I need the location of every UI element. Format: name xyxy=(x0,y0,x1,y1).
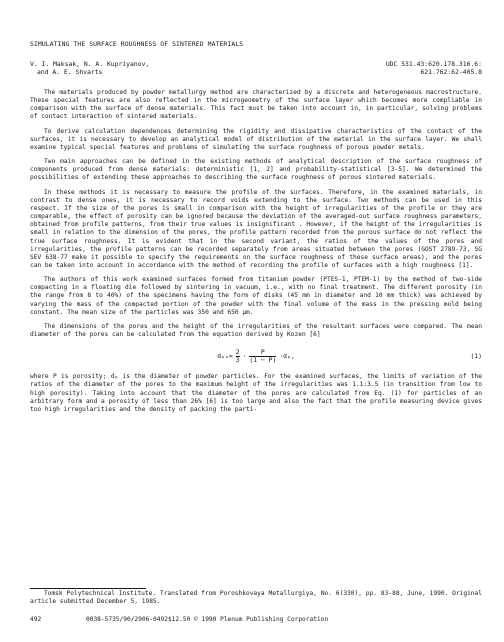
footnote-divider xyxy=(30,588,146,589)
equation-coefficient xyxy=(236,349,240,364)
udc-line: 621.762:62-405.8 xyxy=(420,68,482,76)
paragraph: where P is porosity; dₚ is the diameter of powder particles. For the examined surfaces, the limits of variation of the ratios of the diameter of the pores to the maximum height of the irregularities was 1.1:3.5 (in transition from low to high porosity). Taking into account that the diameter of the pores are calculated from Eq. (1) for particles of an arbitrary form and a porosity of less than 26% [6] is too large and also the fact that the profile measuring device gives too high irregularities and the density of packing the parti- xyxy=(30,373,482,413)
authors xyxy=(30,60,149,76)
equation-number: (1) xyxy=(470,352,482,361)
paragraph: Two main approaches can be defined in the existing methods of analytical description of the surface roughness of components produced from dense materials: deterministic [1, 2] and probability-statistical [3-5]. We determined the possibilities of extending these approaches to describing the surface roughness of porous sintered materials. xyxy=(30,158,482,182)
article-page xyxy=(30,40,482,420)
page-number: 492 xyxy=(30,616,42,623)
equation-lhs: dₚₒ= xyxy=(217,352,233,361)
coef-numerator: 2 xyxy=(235,347,240,356)
frac-denominator: (1 − P) xyxy=(249,355,277,364)
equation-1: dₚₒ= $\frac{2}{3}$ · $\frac{P}{(1 - P)}$ ·dₚ, (1) xyxy=(217,347,482,364)
paragraph: To derive calculation dependences determining the rigidity and dissipative characteristics of the contact of the surfaces, it is necessary to develop an analytical model of distribution of the material in the surface layer. We shall examine typical special features and problems of simulating the surface roughness of porous powder metals. xyxy=(30,127,482,151)
publisher-code: 0038-5735/90/2906-0492$12.50 © 1990 Plenum Publishing Corporation xyxy=(86,616,329,623)
paragraph: The materials produced by powder metallurgy method are characterized by a discrete and heterogeneous macrostructure. These special features are also reflected in the microgeometry of the surface layer which becomes more compliable in comparison with the surface of dense materials. This fact must be taken into account in, in particular, solving problems of contact interaction of sintered materials. xyxy=(30,89,482,121)
authors-line: V. I. Maksak, N. A. Kupriyanov, xyxy=(30,60,150,68)
paragraph: The authors of this work examined surfaces formed from titanium powder (PTES-1, PTEM-1) by the method of two-side compacting in a floating die followed by sintering in vacuum, i.e., with no final treatment. The different porosity (in the range from 8 to 40%) of the specimens having the form of disks (45 mm in diameter and 10 mm thick) was achieved by varying the mass of the compacted portion of the powder with the final volume of the mass in the pressing mold being constant. The mean size of the particles was 350 and 650 μm. xyxy=(30,276,482,316)
udc-line: UDC 531.43:620.178.316.6: xyxy=(385,60,482,68)
paragraph: The dimensions of the pores and the height of the irregularities of the resultant surfaces were compared. The mean diameter of the pores can be calculated from the equation derived by Kozen [6] xyxy=(30,322,482,339)
article-title: SIMULATING THE SURFACE ROUGHNESS OF SINTERED MATERIALS xyxy=(30,40,244,48)
equation-rhs: ·dₚ, xyxy=(279,352,295,361)
coef-denominator: 3 xyxy=(235,355,240,364)
equation-fraction xyxy=(249,349,276,364)
udc-code xyxy=(386,60,482,76)
authors-line: and A. E. Shvarts xyxy=(37,68,103,76)
page-footer xyxy=(30,616,482,623)
frac-numerator: P xyxy=(260,347,265,356)
footnote: Tomsk Polytechnical Institute. Translated from Poroshkovaya Metallurgiya, No. 6(330), pp. 83-88, June, 1990. Original article submitted December 5, 1985. xyxy=(30,590,482,605)
article-meta xyxy=(30,60,482,76)
paragraph: In these methods it is necessary to measure the profile of the surfaces. Therefore, in the examined materials, in contrast to dense ones, it is necessary to record voids extending to the surface. Two methods can be used in this respect. If the size of the pores is small in comparison with the height of irregularities of the profile or they are comparable, the effect of porosity can be ignored because the deviation of the averaged-out surface roughness parameters, obtained from profile patterns, from their true values is insignificant . However, if the height of the irregularities is small in relation to the dimension of the pores, the profile pattern recorded from the porous surface do not reflect the true surface roughness. It is evident that in the second variant, the ratios of the values of the pores and irregularities, the profile patterns can be recorded separately from areas situated between the pores (GOST 2789-73, SG SEV 638-77 make it possible to specify the requirements on the surface roughness of these surface areas), and the pores can be taken into account in accordance with the method of recording the profile of surfaces with a high roughness [1]. xyxy=(30,188,482,269)
